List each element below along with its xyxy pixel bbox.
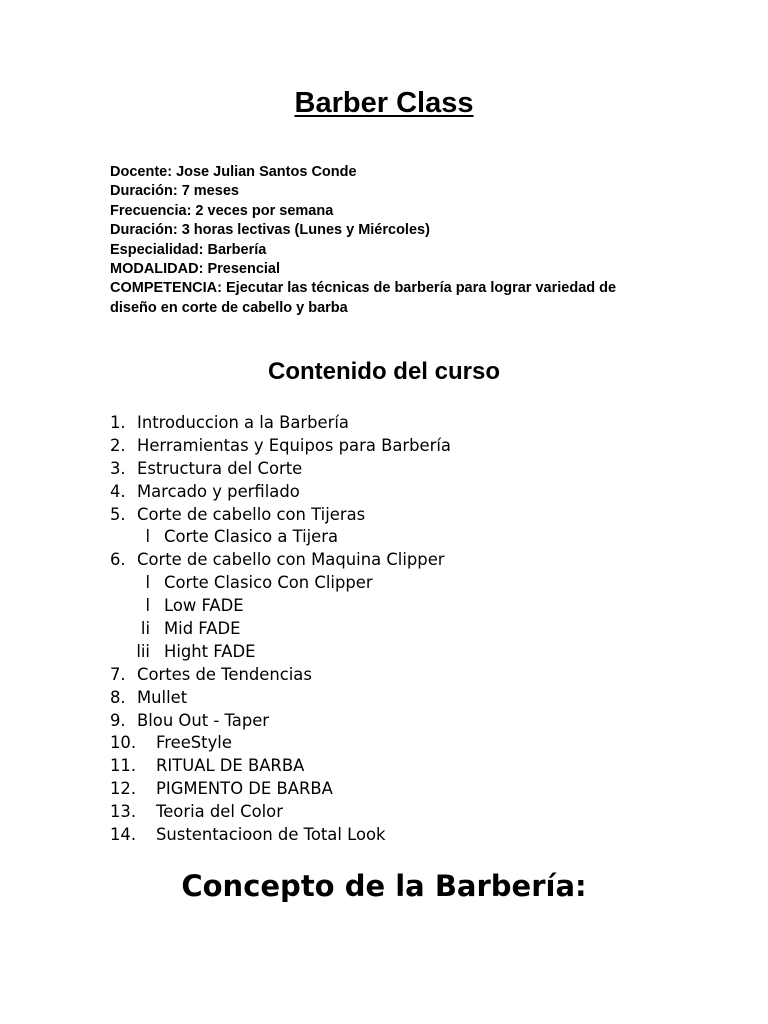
document-title: Barber Class [294, 87, 474, 119]
info-line: Duración: 7 meses [110, 183, 239, 200]
list-item-number: 4. [110, 481, 126, 501]
info-line: Especialidad: Barbería [110, 241, 267, 258]
list-item-text: Marcado y perfilado [137, 481, 300, 501]
list-item-text: Teoria del Color [156, 802, 283, 822]
list-item-number: li [140, 619, 150, 639]
list-item [110, 435, 670, 458]
list-item-text: Corte Clasico a Tijera [164, 527, 339, 547]
list-item-text: Estructura del Corte [137, 458, 303, 478]
list-item-text: RITUAL DE BARBA [156, 756, 305, 776]
list-item-number: 2. [110, 435, 126, 455]
list-item [110, 504, 670, 527]
list-item-number: 7. [110, 664, 126, 684]
list-item-number: 10. [110, 733, 137, 753]
list-item [110, 687, 670, 710]
list-item-number: 5. [110, 504, 126, 524]
list-item-text: Corte de cabello con Tijeras [137, 504, 366, 524]
list-item-text: Mullet [137, 687, 188, 707]
list-item [110, 755, 670, 778]
list-item-number: 14. [110, 825, 137, 845]
list-item-text: Mid FADE [164, 619, 241, 639]
list-item-number: 1. [110, 413, 126, 432]
list-item-text: Low FADE [164, 596, 244, 616]
list-item [110, 824, 670, 847]
list-item-number: 3. [110, 458, 126, 478]
list-item-number: 9. [110, 710, 126, 730]
list-item-text: Hight FADE [164, 641, 256, 661]
list-item-text: Cortes de Tendencias [137, 664, 312, 684]
info-line: diseño en corte de cabello y barba [110, 299, 348, 316]
list-item-number: l [145, 527, 150, 547]
list-item-text: Corte de cabello con Maquina Clipper [137, 550, 445, 570]
sub-list-item [110, 618, 670, 641]
concept-heading: Concepto de la Barbería: [181, 869, 587, 903]
list-item-number: 13. [110, 802, 137, 822]
list-item [110, 549, 670, 572]
list-item-text: Blou Out - Taper [137, 710, 270, 730]
sub-list-item [110, 526, 670, 549]
list-item-text: Corte Clasico Con Clipper [164, 573, 373, 593]
list-item-text: FreeStyle [156, 733, 232, 753]
list-item-number: l [145, 596, 150, 616]
list-item [110, 458, 670, 481]
list-item [110, 710, 670, 733]
sub-list-item [110, 572, 670, 595]
list-item [110, 664, 670, 687]
list-item [110, 778, 670, 801]
list-item [110, 412, 670, 435]
list-item-number: 8. [110, 687, 126, 707]
list-item [110, 732, 670, 755]
info-line: Docente: Jose Julian Santos Conde [110, 164, 357, 180]
info-line: Frecuencia: 2 veces por semana [110, 202, 334, 219]
list-item-number: 11. [110, 756, 137, 776]
course-info [110, 163, 670, 318]
list-item-number: 6. [110, 550, 126, 570]
info-line: MODALIDAD: Presencial [110, 261, 281, 278]
list-item-number: lii [136, 641, 150, 661]
section-title: Contenido del curso [267, 358, 500, 385]
course-content-list [110, 412, 670, 847]
list-item-text: PIGMENTO DE BARBA [156, 779, 333, 799]
list-item [110, 481, 670, 504]
sub-list-item [110, 641, 670, 664]
list-item-text: Herramientas y Equipos para Barbería [137, 435, 451, 455]
list-item-text: Introduccion a la Barbería [137, 413, 349, 432]
sub-list-item [110, 595, 670, 618]
list-item [110, 801, 670, 824]
info-line: Duración: 3 horas lectivas (Lunes y Miércoles) [110, 222, 430, 239]
list-item-number: l [145, 573, 150, 593]
list-item-text: Sustentacioon de Total Look [156, 825, 386, 845]
list-item-number: 12. [110, 779, 137, 799]
info-line: COMPETENCIA: Ejecutar las técnicas de barbería para lograr variedad de [110, 280, 617, 297]
